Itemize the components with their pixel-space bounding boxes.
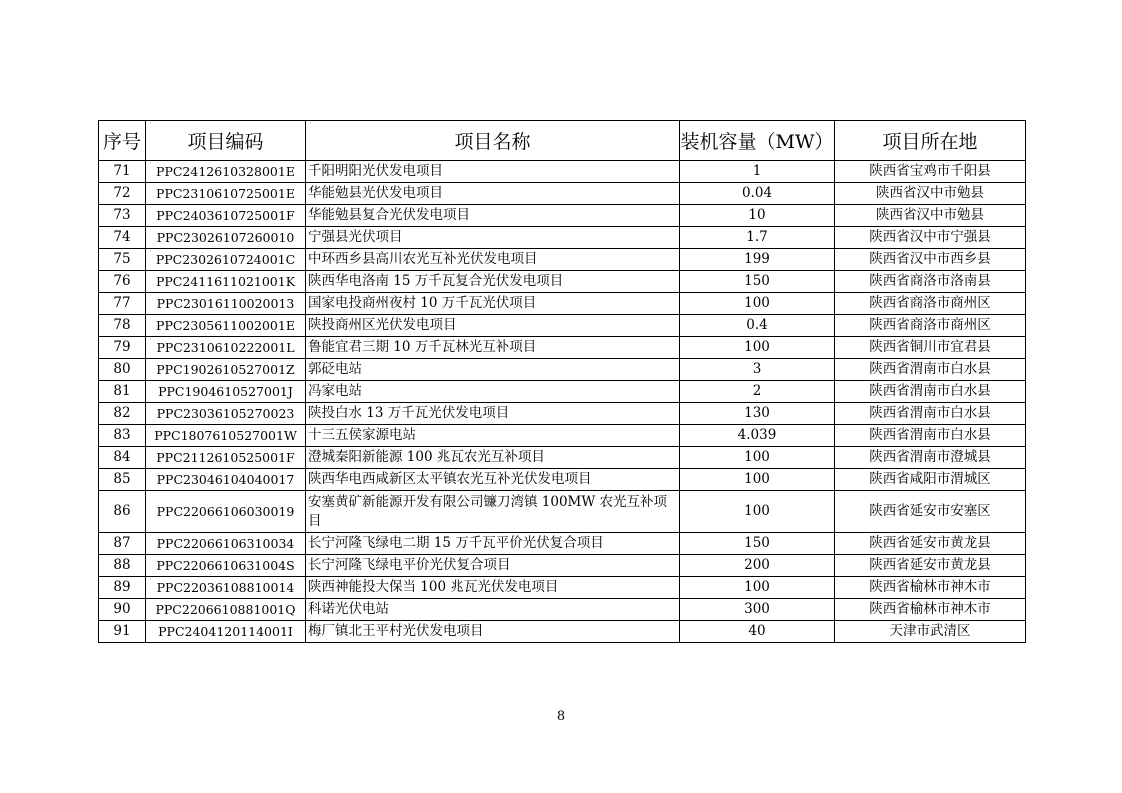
cell-name: 陕投商州区光伏发电项目 (306, 315, 680, 337)
cell-no: 91 (99, 621, 146, 643)
cell-code: PPC2404120114001I (146, 621, 306, 643)
cell-no: 81 (99, 381, 146, 403)
cell-name: 陕西华电西咸新区太平镇农光互补光伏发电项目 (306, 469, 680, 491)
cell-no: 82 (99, 403, 146, 425)
cell-no: 71 (99, 161, 146, 183)
cell-capacity: 1.7 (680, 227, 835, 249)
cell-code: PPC23036105270023 (146, 403, 306, 425)
cell-no: 85 (99, 469, 146, 491)
cell-code: PPC1904610527001J (146, 381, 306, 403)
table-body (99, 161, 1026, 643)
cell-capacity: 3 (680, 359, 835, 381)
cell-name: 科诺光伏电站 (306, 599, 680, 621)
cell-code: PPC23016110020013 (146, 293, 306, 315)
cell-code: PPC22066106310034 (146, 533, 306, 555)
cell-location: 陕西省延安市黄龙县 (835, 533, 1026, 555)
cell-code: PPC2412610328001E (146, 161, 306, 183)
cell-code: PPC22036108810014 (146, 577, 306, 599)
cell-name: 华能勉县光伏发电项目 (306, 183, 680, 205)
cell-location: 陕西省延安市安塞区 (835, 491, 1026, 533)
cell-capacity: 150 (680, 533, 835, 555)
cell-no: 89 (99, 577, 146, 599)
header-location: 项目所在地 (835, 121, 1026, 161)
cell-code: PPC2310610725001E (146, 183, 306, 205)
cell-capacity: 0.4 (680, 315, 835, 337)
table-row (99, 621, 1026, 643)
cell-location: 陕西省汉中市勉县 (835, 205, 1026, 227)
cell-name: 陕西华电洛南 15 万千瓦复合光伏发电项目 (306, 271, 680, 293)
cell-no: 87 (99, 533, 146, 555)
cell-capacity: 100 (680, 293, 835, 315)
cell-code: PPC1807610527001W (146, 425, 306, 447)
cell-location: 陕西省商洛市洛南县 (835, 271, 1026, 293)
cell-location: 陕西省商洛市商州区 (835, 315, 1026, 337)
cell-capacity: 300 (680, 599, 835, 621)
cell-code: PPC2112610525001F (146, 447, 306, 469)
cell-location: 陕西省渭南市白水县 (835, 403, 1026, 425)
table-row (99, 315, 1026, 337)
cell-no: 86 (99, 491, 146, 533)
cell-location: 陕西省咸阳市渭城区 (835, 469, 1026, 491)
table-row (99, 533, 1026, 555)
cell-code: PPC2206610881001Q (146, 599, 306, 621)
cell-code: PPC2302610724001C (146, 249, 306, 271)
cell-code: PPC2310610222001L (146, 337, 306, 359)
cell-location: 陕西省渭南市白水县 (835, 425, 1026, 447)
cell-location: 陕西省渭南市白水县 (835, 381, 1026, 403)
cell-location: 天津市武清区 (835, 621, 1026, 643)
table-row (99, 403, 1026, 425)
table-row (99, 161, 1026, 183)
header-capacity: 装机容量（MW） (680, 121, 835, 161)
table-row (99, 337, 1026, 359)
cell-capacity: 1 (680, 161, 835, 183)
page-number: 8 (556, 709, 566, 724)
cell-location: 陕西省汉中市西乡县 (835, 249, 1026, 271)
cell-name: 梅厂镇北王平村光伏发电项目 (306, 621, 680, 643)
cell-no: 76 (99, 271, 146, 293)
cell-code: PPC1902610527001Z (146, 359, 306, 381)
cell-capacity: 40 (680, 621, 835, 643)
cell-capacity: 200 (680, 555, 835, 577)
cell-code: PPC2206610631004S (146, 555, 306, 577)
cell-location: 陕西省榆林市神木市 (835, 599, 1026, 621)
cell-code: PPC2411611021001K (146, 271, 306, 293)
cell-name: 千阳明阳光伏发电项目 (306, 161, 680, 183)
cell-location: 陕西省榆林市神木市 (835, 577, 1026, 599)
header-name: 项目名称 (306, 121, 680, 161)
table-row (99, 469, 1026, 491)
cell-no: 75 (99, 249, 146, 271)
cell-name: 华能勉县复合光伏发电项目 (306, 205, 680, 227)
cell-capacity: 4.039 (680, 425, 835, 447)
table-row (99, 577, 1026, 599)
header-code: 项目编码 (146, 121, 306, 161)
cell-no: 74 (99, 227, 146, 249)
table-row (99, 447, 1026, 469)
cell-name: 鲁能宜君三期 10 万千瓦林光互补项目 (306, 337, 680, 359)
cell-code: PPC2403610725001F (146, 205, 306, 227)
cell-capacity: 150 (680, 271, 835, 293)
table-row (99, 227, 1026, 249)
table-row (99, 271, 1026, 293)
table-row (99, 381, 1026, 403)
table-row (99, 293, 1026, 315)
cell-name: 长宁河隆飞绿电二期 15 万千瓦平价光伏复合项目 (306, 533, 680, 555)
cell-name: 冯家电站 (306, 381, 680, 403)
cell-capacity: 100 (680, 447, 835, 469)
cell-capacity: 130 (680, 403, 835, 425)
cell-capacity: 0.04 (680, 183, 835, 205)
cell-location: 陕西省汉中市宁强县 (835, 227, 1026, 249)
table-row (99, 425, 1026, 447)
cell-location: 陕西省延安市黄龙县 (835, 555, 1026, 577)
cell-no: 80 (99, 359, 146, 381)
table-header-row (99, 121, 1026, 161)
project-table (98, 120, 1026, 643)
cell-location: 陕西省汉中市勉县 (835, 183, 1026, 205)
table-row (99, 249, 1026, 271)
cell-code: PPC23026107260010 (146, 227, 306, 249)
cell-name: 宁强县光伏项目 (306, 227, 680, 249)
table-row (99, 205, 1026, 227)
cell-capacity: 100 (680, 469, 835, 491)
cell-code: PPC22066106030019 (146, 491, 306, 533)
cell-no: 79 (99, 337, 146, 359)
cell-no: 90 (99, 599, 146, 621)
cell-name: 十三五侯家源电站 (306, 425, 680, 447)
cell-capacity: 199 (680, 249, 835, 271)
cell-no: 72 (99, 183, 146, 205)
cell-location: 陕西省宝鸡市千阳县 (835, 161, 1026, 183)
table-row (99, 555, 1026, 577)
cell-no: 73 (99, 205, 146, 227)
cell-name: 陕西神能投大保当 100 兆瓦光伏发电项目 (306, 577, 680, 599)
cell-name: 安塞黄矿新能源开发有限公司镰刀湾镇 100MW 农光互补项目 (306, 491, 680, 533)
table-row (99, 359, 1026, 381)
cell-location: 陕西省渭南市白水县 (835, 359, 1026, 381)
cell-name: 长宁河隆飞绿电平价光伏复合项目 (306, 555, 680, 577)
table-row (99, 491, 1026, 533)
cell-no: 84 (99, 447, 146, 469)
table-row (99, 599, 1026, 621)
cell-location: 陕西省铜川市宜君县 (835, 337, 1026, 359)
cell-code: PPC2305611002001E (146, 315, 306, 337)
cell-name: 陕投白水 13 万千瓦光伏发电项目 (306, 403, 680, 425)
cell-name: 澄城秦阳新能源 100 兆瓦农光互补项目 (306, 447, 680, 469)
cell-no: 78 (99, 315, 146, 337)
cell-name: 国家电投商州夜村 10 万千瓦光伏项目 (306, 293, 680, 315)
cell-location: 陕西省商洛市商州区 (835, 293, 1026, 315)
cell-location: 陕西省渭南市澄城县 (835, 447, 1026, 469)
cell-name: 郭砭电站 (306, 359, 680, 381)
cell-capacity: 2 (680, 381, 835, 403)
cell-no: 88 (99, 555, 146, 577)
cell-no: 83 (99, 425, 146, 447)
cell-capacity: 100 (680, 337, 835, 359)
cell-name: 中环西乡县高川农光互补光伏发电项目 (306, 249, 680, 271)
header-no: 序号 (99, 121, 146, 161)
cell-no: 77 (99, 293, 146, 315)
cell-capacity: 100 (680, 491, 835, 533)
cell-capacity: 100 (680, 577, 835, 599)
cell-code: PPC23046104040017 (146, 469, 306, 491)
cell-capacity: 10 (680, 205, 835, 227)
table-row (99, 183, 1026, 205)
